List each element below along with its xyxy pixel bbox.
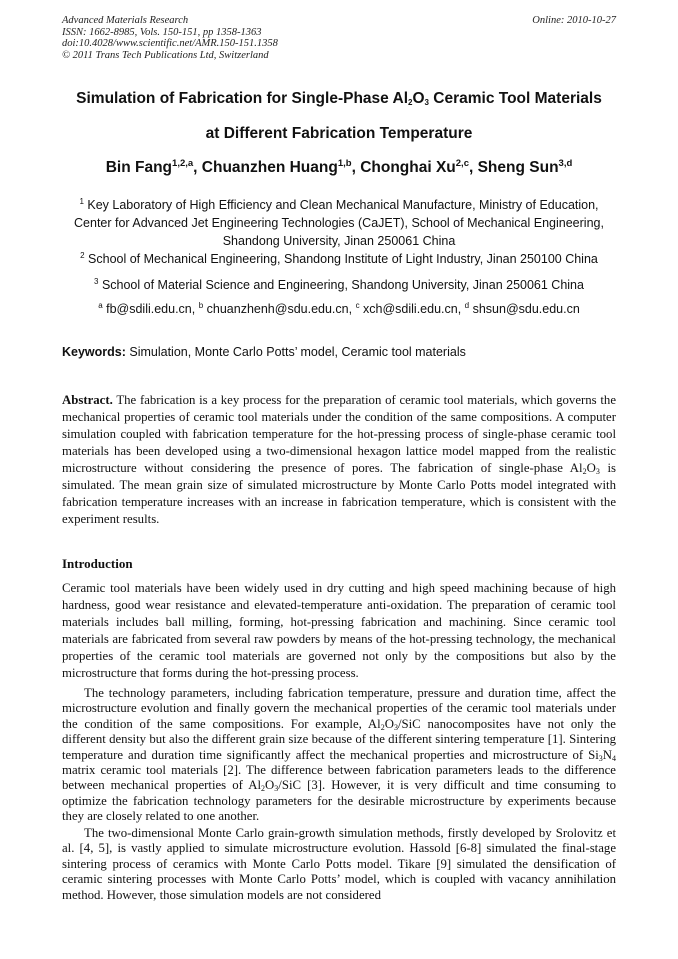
title-text: Ceramic Tool Materials <box>428 90 602 107</box>
journal-issn: ISSN: 1662-8985, Vols. 150-151, pp 1358-1363 <box>62 26 262 38</box>
author-name: Bin Fang <box>105 159 173 177</box>
journal-name: Advanced Materials Research <box>62 15 189 26</box>
journal-header <box>62 15 616 61</box>
title-subscript: 3 <box>424 98 429 107</box>
title-text: Simulation of Fabrication for Single-Phase Al <box>76 90 409 107</box>
author-name: , Chuanzhen Huang <box>193 159 338 177</box>
abstract-text: The fabrication is a key process for the preparation of ceramic tool materials, which governs the mechanical properties of ceramic tool materials under the condition of the same compositions. A computer simulation coupled with fabrication temperature for the hot-pressing process of single-phase ceramic tool materials has been developed using a two-dimensional hexagon lattice model mapped from the realistic microstructure without considering the presence of pores. The fabrication of single-phase Al <box>62 393 616 475</box>
subscript: 3 <box>598 753 603 763</box>
paragraph-text: /SiC [3]. However, it is very difficult and time consuming to optimize the fabrication technology parameters for the desirable microstructure by experiments because they are closely related to one another. <box>62 778 616 824</box>
affiliation-3 <box>30 273 648 294</box>
paragraph-text: O <box>384 716 394 731</box>
keywords-line <box>62 345 466 359</box>
author-emails <box>30 297 648 318</box>
author-affiliation-mark: 2,c <box>455 158 469 169</box>
title-text: O <box>412 90 425 107</box>
affiliation-text: School of Mechanical Engineering, Shandong Institute of Light Industry, Jinan 250100 China <box>84 252 598 267</box>
abstract-label: Abstract. <box>62 393 113 407</box>
title-subscript: 2 <box>408 98 413 107</box>
subscript: 4 <box>612 753 616 763</box>
intro-paragraph-1: Ceramic tool materials have been widely used in dry cutting and high speed machining because of high hardness, good wear resistance and elevated-temperature anti-oxidation. The preparation of ceramic tool materials includes ball milling, forming, hot-pressing fabrication and machining. Since ceramic tool materials are fabricated from several raw powders by means of the hot-pressing technology, the mechanical properties of the ceramic tool materials are governed not only by the compositions but also by the microstructure that forms during the hot-pressing process. <box>62 581 616 680</box>
abstract-paragraph <box>62 392 616 528</box>
affiliation-mark: 3 <box>94 277 99 286</box>
paper-title-line-2: at Different Fabrication Temperature <box>205 125 473 142</box>
intro-paragraph-3: The two-dimensional Monte Carlo grain-growth simulation methods, firstly developed by Srolovitz et al. [4, 5], is vastly applied to simulate microstructure evolution. Hassold [6-8] simulated the final-stage sintering process of ceramics with Monte Carlo Potts model. Tikare [9] simulated the densification of ceramic sintering processes with Monte Carlo Potts’ model, which is coupled with vacancy annihilation method. However, those simulation models are not considered <box>62 826 616 902</box>
email-mark: b <box>198 301 204 310</box>
email-mark: c <box>355 301 360 310</box>
email-mark: a <box>98 301 103 310</box>
author-list <box>40 158 638 177</box>
affiliation-mark: 1 <box>79 197 84 206</box>
email-mark: d <box>464 301 470 310</box>
email-link[interactable]: fb@sdili.edu.cn, <box>102 302 199 317</box>
keywords-label: Keywords: <box>62 345 126 359</box>
subscript: 2 <box>582 467 587 476</box>
paragraph-text: The technology parameters, including fabrication temperature, pressure and duration time, affect the microstructure evolution and finally govern the mechanical properties of the ceramic tool materials under the condition of the same compositions. For example, Al <box>62 686 616 731</box>
affiliation-mark: 2 <box>80 251 85 260</box>
author-name: , Sheng Sun <box>468 159 559 177</box>
subscript: 2 <box>380 722 385 732</box>
journal-copyright: © 2011 Trans Tech Publications Ltd, Switzerland <box>62 49 269 61</box>
affiliation-text: Key Laboratory of High Efficiency and Clean Mechanical Manufacture, Ministry of Education, <box>83 198 599 213</box>
affiliation-text: Shandong University, Jinan 250061 China <box>222 234 456 249</box>
paragraph-text: O <box>265 778 275 793</box>
email-link[interactable]: chuanzhenh@sdu.edu.cn, <box>203 302 356 317</box>
affiliation-1 <box>30 193 648 250</box>
keywords-text: Simulation, Monte Carlo Potts’ model, Ceramic tool materials <box>125 345 466 359</box>
subscript: 3 <box>595 467 600 476</box>
paragraph-text: matrix ceramic tool materials [2]. The difference between fabrication parameters leads to the difference between mechanical properties of Al <box>62 763 616 793</box>
section-heading-introduction: Introduction <box>62 556 133 571</box>
journal-doi: doi:10.4028/www.scientific.net/AMR.150-151.1358 <box>62 38 278 50</box>
author-affiliation-mark: 3,d <box>558 158 573 169</box>
subscript: 3 <box>393 722 398 732</box>
paragraph-text: N <box>602 747 612 762</box>
subscript: 2 <box>261 784 266 794</box>
author-affiliation-mark: 1,2,a <box>172 158 194 169</box>
paper-title-line-1 <box>40 90 638 108</box>
affiliation-text: Center for Advanced Jet Engineering Technologies (CaJET), School of Mechanical Engineering, <box>74 216 604 231</box>
subscript: 3 <box>274 784 279 794</box>
online-date: Online: 2010-10-27 <box>532 15 616 26</box>
email-link[interactable]: shsun@sdu.edu.cn <box>469 302 580 317</box>
email-link[interactable]: xch@sdili.edu.cn, <box>359 302 465 317</box>
author-affiliation-mark: 1,b <box>337 158 352 169</box>
affiliation-text: School of Material Science and Engineering, Shandong University, Jinan 250061 China <box>98 278 584 293</box>
paragraph-text: /SiC nanocomposites have not only the different density but also the different grain size because of the different sintering temperature [1]. Sintering temperature and duration time significantly affect the mechanical properties and microstructure of Si <box>62 716 616 762</box>
affiliation-2 <box>30 247 648 268</box>
abstract-text: O <box>586 461 596 475</box>
intro-paragraph-2 <box>62 686 616 825</box>
author-name: , Chonghai Xu <box>351 159 456 177</box>
abstract-text: is simulated. The mean grain size of simulated microstructure by Monte Carlo Potts model integrated with fabrication temperature increases with an increase in fabrication temperature, which is consistent with the experiment results. <box>62 461 616 526</box>
